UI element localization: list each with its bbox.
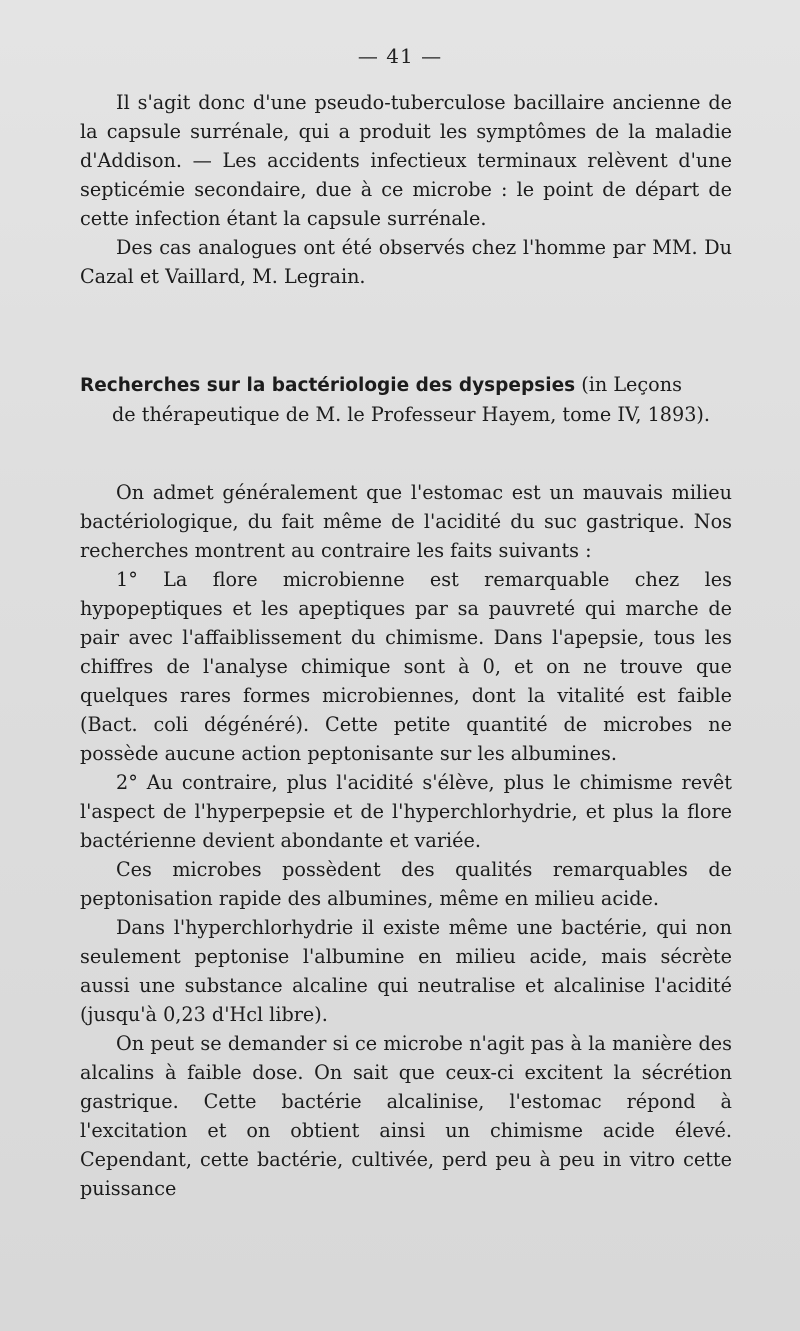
body-section <box>80 478 732 1203</box>
body-paragraph-1: On admet généralement que l'estomac est un mauvais milieu bactériologique, du fait même de l'acidité du suc gastrique. Nos recherches montrent au contraire les faits suivants : <box>80 481 732 562</box>
body-paragraph-6: On peut se demander si ce microbe n'agit pas à la manière des alcalins à faible dose. On sait que ceux-ci excitent la sécrétion gastrique. Cette bactérie alcalinise, l'estomac répond à l'excitation et on obtient ainsi un chimisme acide élevé. Cependant, cette bactérie, cultivée, perd peu à peu in vitro cette puissance <box>80 1032 732 1200</box>
intro-paragraph-1: Il s'agit donc d'une pseudo-tuberculose bacillaire ancienne de la capsule surrénale, qui a produit les symptômes de la maladie d'Addison. — Les accidents infectieux terminaux relèvent d'une septicémie secondaire, due à ce microbe : le point de départ de cette infection étant la capsule surrénale. <box>80 91 732 230</box>
section-source-line-2: de thérapeutique de M. le Professeur Hayem, tome IV, 1893). <box>112 403 711 426</box>
section-source-line-1: (in Leçons <box>575 373 682 396</box>
body-paragraph-5: Dans l'hyperchlorhydrie il existe même une bactérie, qui non seulement peptonise l'albumine en milieu acide, mais sécrète aussi une substance alcaline qui neutralise et alcalinise l'acidité (jusqu'à 0,23 d'Hcl libre). <box>80 916 732 1026</box>
page-number: — 41 — <box>357 44 443 68</box>
section-heading <box>80 370 732 429</box>
intro-section <box>80 88 732 291</box>
intro-paragraph-2: Des cas analogues ont été observés chez l'homme par MM. Du Cazal et Vaillard, M. Legrain. <box>80 236 732 288</box>
section-title: Recherches sur la bactériologie des dyspepsies <box>80 375 576 396</box>
body-paragraph-2: 1° La flore microbienne est remarquable chez les hypopeptiques et les apeptiques par sa pauvreté qui marche de pair avec l'affaiblissement du chimisme. Dans l'apepsie, tous les chiffres de l'analyse chimique sont à 0, et on ne trouve que quelques rares formes microbiennes, dont la vitalité est faible (Bact. coli dégénéré). Cette petite quantité de microbes ne possède aucune action peptonisante sur les albumines. <box>80 568 732 765</box>
body-paragraph-4: Ces microbes possèdent des qualités remarquables de peptonisation rapide des albumines, même en milieu acide. <box>80 858 732 910</box>
body-paragraph-3: 2° Au contraire, plus l'acidité s'élève, plus le chimisme revêt l'aspect de l'hyperpepsie et de l'hyperchlorhydrie, et plus la flore bactérienne devient abondante et variée. <box>80 771 732 852</box>
section-heading-paragraph <box>80 370 732 429</box>
